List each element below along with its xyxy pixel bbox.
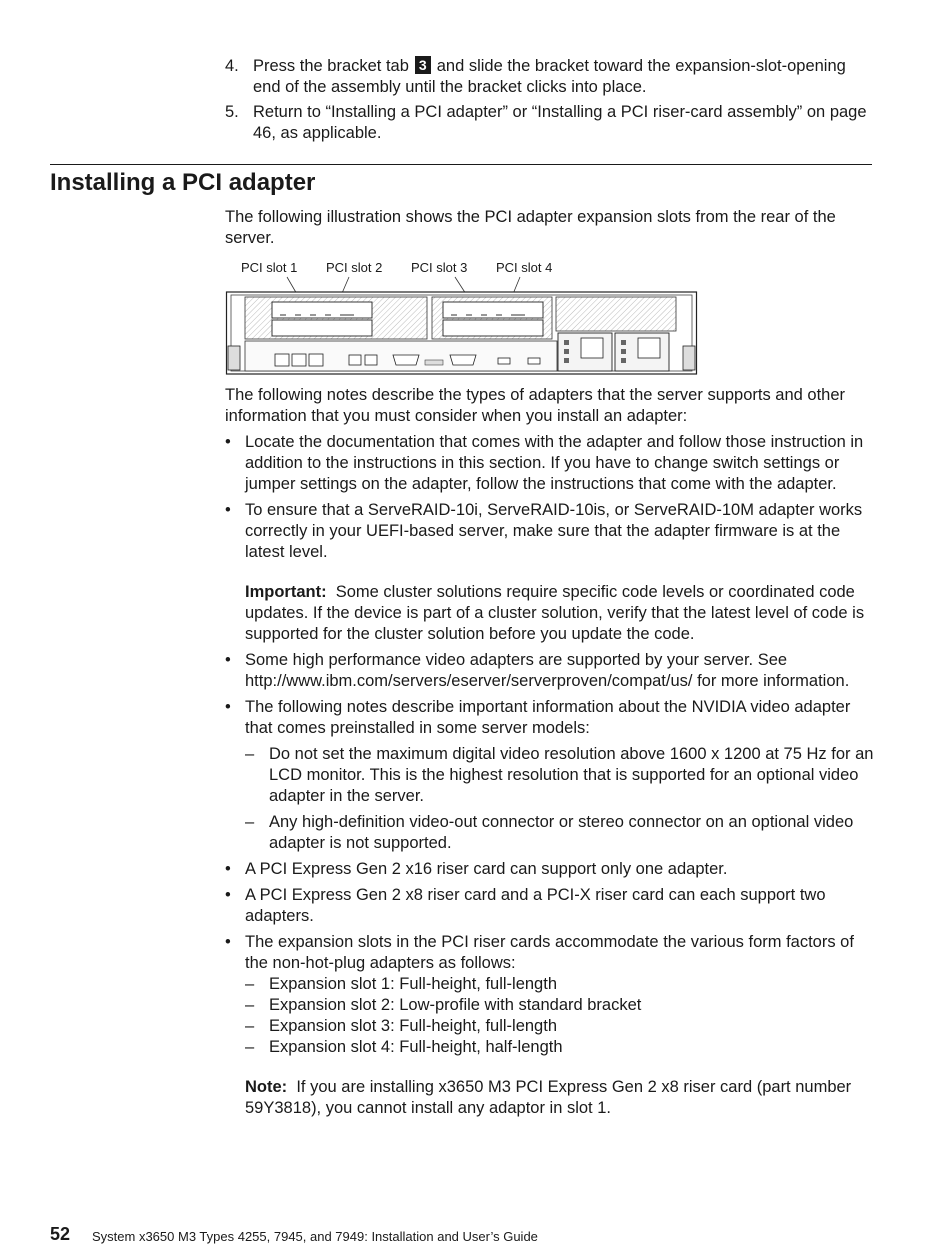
list-item <box>225 432 875 495</box>
list-item-text: A PCI Express Gen 2 x8 riser card and a PCI-X riser card can each support two adapters. <box>245 886 826 925</box>
step-4 <box>225 56 875 98</box>
step-text: Press the bracket tab <box>253 57 409 75</box>
note-text: If you are installing x3650 M3 PCI Express Gen 2 x8 riser card (part number 59Y3818), you cannot install any adaptor in slot 1. <box>245 1078 852 1117</box>
bullet-marker: • <box>225 433 231 451</box>
page-footer <box>50 1224 900 1250</box>
note-label: Note: <box>245 1078 288 1096</box>
sublist-item-text: Expansion slot 3: Full-height, full-length <box>269 1017 557 1035</box>
sublist-item <box>245 1016 875 1037</box>
sublist-item-text: Expansion slot 4: Full-height, half-length <box>269 1038 563 1056</box>
pci-slot-4-label: PCI slot 4 <box>496 260 553 275</box>
sublist-item-text: Expansion slot 2: Low-profile with standard bracket <box>269 996 642 1014</box>
pci-slot-2-label: PCI slot 2 <box>326 260 383 275</box>
section-intro: The following illustration shows the PCI adapter expansion slots from the rear of the server. <box>225 208 836 247</box>
step-number: 4. <box>225 57 239 75</box>
step-number: 5. <box>225 103 239 121</box>
sublist-item <box>245 744 875 807</box>
pci-slot-1-label: PCI slot 1 <box>241 260 298 275</box>
bullet-marker: • <box>225 651 231 669</box>
important-note <box>245 582 875 645</box>
notes-list <box>225 432 875 1119</box>
note <box>245 1077 875 1119</box>
pci-slot-3-label: PCI slot 3 <box>411 260 468 275</box>
list-item-text: To ensure that a ServeRAID-10i, ServeRAID-10is, or ServeRAID-10M adapter works correctly in your UEFI-based server, make sure that the adapter firmware is at the latest level. <box>245 501 863 561</box>
dash-marker: – <box>245 975 255 993</box>
server-rear-drawing <box>225 258 700 378</box>
bullet-marker: • <box>225 933 231 951</box>
sublist-item <box>245 1037 875 1058</box>
list-item-text: The expansion slots in the PCI riser cards accommodate the various form factors of the non-hot-plug adapters as follows: <box>245 933 854 972</box>
step-text-cont: and slide the bracket toward the expansion-slot-opening end of the assembly until the bracket clicks into place. <box>253 57 846 96</box>
bullet-marker: • <box>225 886 231 904</box>
sublist-item-text: Expansion slot 1: Full-height, full-length <box>269 975 557 993</box>
important-label: Important: <box>245 583 327 601</box>
list-item <box>225 697 875 854</box>
section-divider <box>50 164 872 165</box>
sublist-item-text: Any high-definition video-out connector or stereo connector on an optional video adapter is not supported. <box>269 813 854 852</box>
section-heading: Installing a PCI adapter <box>50 169 316 196</box>
adapter-notes <box>225 385 875 1124</box>
dash-marker: – <box>245 813 255 831</box>
nvidia-sublist <box>245 744 875 854</box>
list-item <box>225 650 875 692</box>
important-text: Some cluster solutions require specific code levels or coordinated code updates. If the device is part of a cluster solution, verify that the latest level of code is supported for the cluster solution before you update the code. <box>245 583 865 643</box>
dash-marker: – <box>245 1038 255 1056</box>
sublist-item <box>245 995 875 1016</box>
page-number: 52 <box>50 1224 71 1244</box>
notes-intro: The following notes describe the types of adapters that the server supports and other information that you must consider when you install an adapter: <box>225 386 846 425</box>
procedure-steps <box>225 56 875 148</box>
bullet-marker: • <box>225 501 231 519</box>
sublist-item <box>245 812 875 854</box>
list-item <box>225 932 875 1119</box>
list-item-text: Some high performance video adapters are supported by your server. See http://www.ibm.com/servers/eserver/serverproven/compat/us/ for more information. <box>245 651 850 690</box>
list-item-text: A PCI Express Gen 2 x16 riser card can support only one adapter. <box>245 860 728 878</box>
list-item-text: Locate the documentation that comes with the adapter and follow those instruction in addition to the instructions in this section. If you have to change switch settings or jumper settings on the adapter, follow the instructions that come with the adapter. <box>245 433 864 493</box>
list-item-text: The following notes describe important information about the NVIDIA video adapter that comes preinstalled in some server models: <box>245 698 851 737</box>
sublist-item-text: Do not set the maximum digital video resolution above 1600 x 1200 at 75 Hz for an LCD monitor. This is the highest resolution that is supported for an optional video adapter in the server. <box>269 745 874 805</box>
callout-badge: 3 <box>415 56 431 74</box>
bullet-marker: • <box>225 860 231 878</box>
footer-title: System x3650 M3 Types 4255, 7945, and 7949: Installation and User’s Guide <box>92 1229 538 1244</box>
sublist-item <box>245 974 875 995</box>
server-rear-illustration <box>225 258 700 378</box>
dash-marker: – <box>245 745 255 763</box>
list-item <box>225 500 875 645</box>
dash-marker: – <box>245 1017 255 1035</box>
slot-form-factor-list <box>245 974 875 1058</box>
list-item <box>225 885 875 927</box>
step-5 <box>225 102 875 144</box>
bullet-marker: • <box>225 698 231 716</box>
dash-marker: – <box>245 996 255 1014</box>
step-text: Return to “Installing a PCI adapter” or “Installing a PCI riser-card assembly” on page 46, as applicable. <box>253 103 867 142</box>
list-item <box>225 859 875 880</box>
